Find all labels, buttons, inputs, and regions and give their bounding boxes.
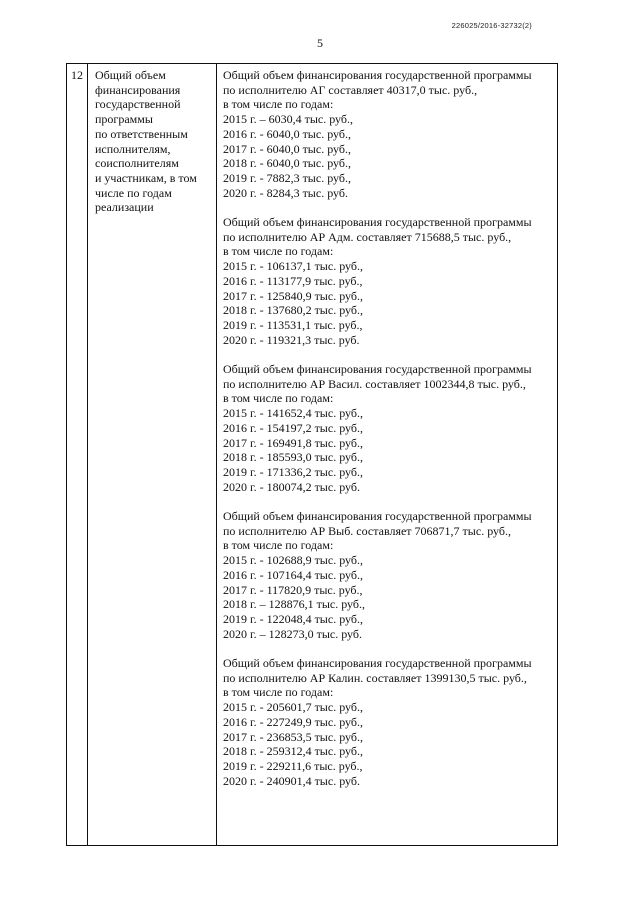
financing-line: Общий объем финансирования государственной программы bbox=[223, 362, 532, 377]
column-divider bbox=[87, 64, 88, 845]
financing-line: по исполнителю АР Васил. составляет 1002344,8 тыс. руб., bbox=[223, 376, 526, 391]
financing-line: по исполнителю АР Адм. составляет 715688,5 тыс. руб., bbox=[223, 229, 512, 244]
financing-line: по исполнителю АР Выб. составляет 706871,7 тыс. руб., bbox=[223, 523, 511, 538]
row-label-line: по ответственным bbox=[95, 126, 188, 141]
row-label bbox=[95, 68, 213, 215]
financing-line: 2016 г. - 154197,2 тыс. руб., bbox=[223, 420, 363, 435]
row-number: 12 bbox=[71, 68, 83, 82]
financing-line: 2020 г. - 180074,2 тыс. руб. bbox=[223, 479, 360, 494]
row-label-line: числе по годам bbox=[95, 185, 172, 200]
financing-line: 2015 г. - 141652,4 тыс. руб., bbox=[223, 406, 363, 421]
financing-line: 2017 г. - 125840,9 тыс. руб., bbox=[223, 288, 363, 303]
row-label-line: и участникам, в том bbox=[95, 170, 197, 185]
column-divider bbox=[216, 64, 217, 845]
financing-line: по исполнителю АР Калин. составляет 1399130,5 тыс. руб., bbox=[223, 670, 527, 685]
financing-table bbox=[66, 63, 558, 846]
financing-line: 2020 г. - 8284,3 тыс. руб. bbox=[223, 185, 348, 200]
financing-line: 2020 г. - 119321,3 тыс. руб. bbox=[223, 332, 360, 347]
row-label-line: реализации bbox=[95, 200, 154, 215]
financing-line: 2016 г. - 227249,9 тыс. руб., bbox=[223, 714, 363, 729]
executor-financing-block bbox=[223, 656, 553, 788]
financing-line: 2018 г. - 185593,0 тыс. руб., bbox=[223, 450, 363, 465]
financing-line: в том числе по годам: bbox=[223, 538, 334, 553]
financing-line: 2015 г. - 205601,7 тыс. руб., bbox=[223, 700, 363, 715]
row-label-line: программы bbox=[95, 112, 153, 127]
row-label-line: Общий объем bbox=[95, 68, 166, 82]
financing-line: в том числе по годам: bbox=[223, 685, 334, 700]
financing-line: в том числе по годам: bbox=[223, 97, 334, 112]
row-label-line: государственной bbox=[95, 97, 181, 112]
financing-line: 2016 г. - 113177,9 тыс. руб., bbox=[223, 273, 363, 288]
financing-line: 2017 г. - 117820,9 тыс. руб., bbox=[223, 582, 363, 597]
financing-line: 2019 г. - 113531,1 тыс. руб., bbox=[223, 317, 363, 332]
financing-line: Общий объем финансирования государственной программы bbox=[223, 68, 532, 82]
document-code: 226025/2016-32732(2) bbox=[451, 21, 532, 30]
financing-line: 2016 г. - 6040,0 тыс. руб., bbox=[223, 126, 351, 141]
page-number: 5 bbox=[317, 36, 323, 50]
executor-financing-block bbox=[223, 215, 553, 347]
financing-line: 2017 г. - 169491,8 тыс. руб., bbox=[223, 435, 363, 450]
row-label-line: соисполнителям bbox=[95, 156, 179, 171]
financing-line: 2020 г. – 128273,0 тыс. руб. bbox=[223, 626, 362, 641]
row-content bbox=[223, 68, 553, 803]
financing-line: по исполнителю АГ составляет 40317,0 тыс. руб., bbox=[223, 82, 478, 97]
financing-line: 2018 г. - 6040,0 тыс. руб., bbox=[223, 156, 351, 171]
financing-line: 2015 г. - 102688,9 тыс. руб., bbox=[223, 553, 363, 568]
financing-line: 2020 г. - 240901,4 тыс. руб. bbox=[223, 773, 360, 788]
row-label-line: финансирования bbox=[95, 82, 181, 97]
executor-financing-block bbox=[223, 509, 553, 641]
financing-line: Общий объем финансирования государственной программы bbox=[223, 215, 532, 230]
financing-line: 2017 г. - 6040,0 тыс. руб., bbox=[223, 141, 351, 156]
executor-financing-block bbox=[223, 68, 553, 200]
executor-financing-block bbox=[223, 362, 553, 494]
financing-line: 2018 г. – 128876,1 тыс. руб., bbox=[223, 597, 365, 612]
financing-line: 2018 г. - 259312,4 тыс. руб., bbox=[223, 744, 363, 759]
financing-line: 2019 г. - 122048,4 тыс. руб., bbox=[223, 611, 363, 626]
financing-line: 2019 г. - 7882,3 тыс. руб., bbox=[223, 170, 351, 185]
row-label-line: исполнителям, bbox=[95, 141, 171, 156]
financing-line: 2015 г. - 106137,1 тыс. руб., bbox=[223, 259, 363, 274]
financing-line: 2018 г. - 137680,2 тыс. руб., bbox=[223, 303, 363, 318]
financing-line: 2016 г. - 107164,4 тыс. руб., bbox=[223, 567, 363, 582]
financing-line: Общий объем финансирования государственной программы bbox=[223, 656, 532, 671]
financing-line: 2017 г. - 236853,5 тыс. руб., bbox=[223, 729, 363, 744]
financing-line: в том числе по годам: bbox=[223, 391, 334, 406]
financing-line: 2015 г. – 6030,4 тыс. руб., bbox=[223, 112, 353, 127]
financing-line: 2019 г. - 229211,6 тыс. руб., bbox=[223, 758, 363, 773]
financing-line: в том числе по годам: bbox=[223, 244, 334, 259]
financing-line: Общий объем финансирования государственной программы bbox=[223, 509, 532, 524]
financing-line: 2019 г. - 171336,2 тыс. руб., bbox=[223, 464, 363, 479]
